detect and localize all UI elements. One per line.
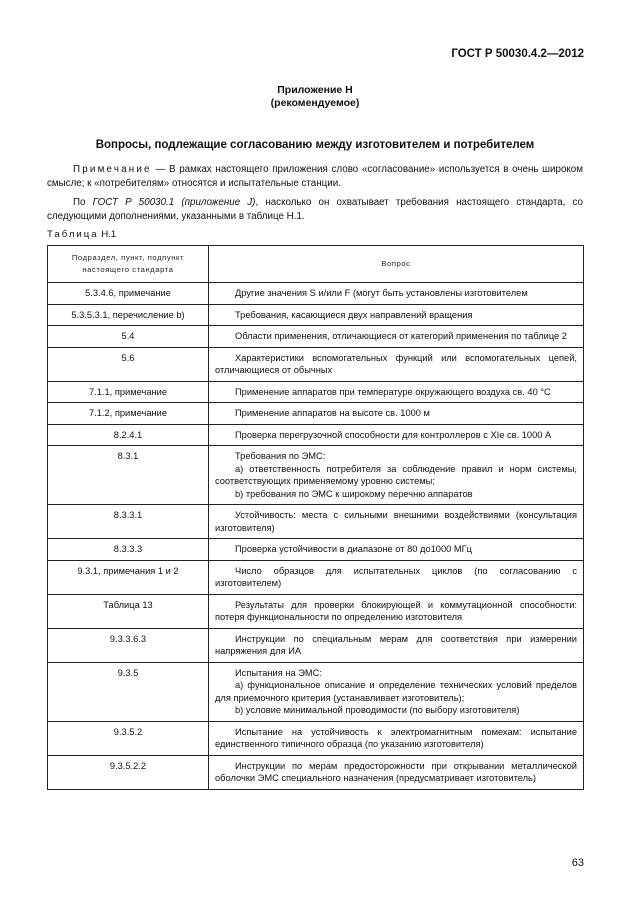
table-row <box>48 505 584 539</box>
row-reference: 5.4 <box>48 326 209 348</box>
question-line: Требования, касающиеся двух направлений вращения <box>235 309 473 320</box>
row-reference: 8.3.3.1 <box>48 505 209 539</box>
table-header-row <box>48 246 584 283</box>
standard-code: ГОСТ Р 50030.4.2—2012 <box>451 48 584 60</box>
question-line: а) функциональное описание и определение технических условий пределов для приемочного критерия (устанавливает изготовитель); <box>215 680 577 703</box>
table-row <box>48 539 584 561</box>
question-line: Применение аппаратов на высоте св. 1000 м <box>235 408 430 418</box>
question-line: Испытание на устойчивость к электромагнитным помехам: испытание единственного типичного образца (по указанию изготовителя) <box>215 726 577 749</box>
row-reference: 5.3.5.3.1, перечисление b) <box>48 304 209 326</box>
questions-table <box>47 245 584 790</box>
table-row <box>48 594 584 628</box>
row-reference: 9.3.1, примечания 1 и 2 <box>48 560 209 594</box>
table-row <box>48 560 584 594</box>
row-reference: 7.1.1, примечание <box>48 381 209 403</box>
question-line: Инструкции по специальным мерам для соответствия при измерении напряжения для ИА <box>215 633 577 656</box>
table-caption-label: Таблица <box>47 229 99 240</box>
section-title: Вопросы, подлежащие согласованию между изготовителем и потребителем <box>95 139 535 151</box>
row-reference: Таблица 13 <box>48 594 209 628</box>
question-line: Результаты для проверки блокирующей и коммутационной способности: потеря функциональности по определению изготовителя <box>215 599 577 622</box>
row-question <box>209 721 584 755</box>
row-question <box>209 283 584 305</box>
table-row <box>48 424 584 446</box>
question-line: Характеристики вспомогательных функций или вспомогательных цепей, отличающиеся от обычных <box>215 352 577 375</box>
question-line: Испытания на ЭМС: <box>235 667 322 678</box>
row-reference: 9.3.5.2.2 <box>48 755 209 789</box>
row-reference: 7.1.2, примечание <box>48 403 209 425</box>
row-question <box>209 381 584 403</box>
row-reference: 5.6 <box>48 347 209 381</box>
intro-paragraph <box>47 196 583 224</box>
row-question <box>209 347 584 381</box>
table-row <box>48 347 584 381</box>
row-question <box>209 424 584 446</box>
table-row <box>48 403 584 425</box>
question-line: b) условие минимальной проводимости (по выбору изготовителя) <box>235 705 520 715</box>
row-question <box>209 446 584 505</box>
row-question <box>209 628 584 662</box>
question-line: Требования по ЭМС: <box>235 451 326 461</box>
table-row <box>48 446 584 505</box>
row-question <box>209 539 584 561</box>
row-question <box>209 403 584 425</box>
note-label: Примечание <box>73 164 152 175</box>
table-row <box>48 304 584 326</box>
row-reference: 5.3.4.6, примечание <box>48 283 209 305</box>
intro-text: , насколько он охватывает требования настоящего стандарта, со следующими дополнениями, указанными в таблице Н.1. <box>47 197 583 222</box>
row-question <box>209 304 584 326</box>
table-row <box>48 326 584 348</box>
question-line: Проверка перегрузочной способности для контроллеров с XIe св. 1000 А <box>235 429 552 440</box>
row-reference: 9.3.5 <box>48 662 209 721</box>
question-line: Области применения, отличающиеся от категорий применения по таблице 2 <box>235 331 567 341</box>
table-row <box>48 755 584 789</box>
table-row <box>48 381 584 403</box>
row-reference: 8.3.3.3 <box>48 539 209 561</box>
table-row <box>48 628 584 662</box>
question-line: Применение аппаратов при температуре окружающего воздуха св. 40 °С <box>235 386 551 397</box>
note-paragraph <box>47 163 583 191</box>
table-caption-number: Н.1 <box>101 229 117 240</box>
row-question <box>209 560 584 594</box>
table-body <box>48 283 584 790</box>
row-reference: 8.2.4.1 <box>48 424 209 446</box>
row-question <box>209 662 584 721</box>
row-question <box>209 755 584 789</box>
question-line: Другие значения S и/или F (могут быть установлены изготовителем <box>235 288 528 298</box>
note-text: — В рамках настоящего приложения слово «согласование» используется в очень широком смысле; к «потребителям» относятся и испытательные станции. <box>47 164 583 189</box>
annex-heading <box>0 84 630 110</box>
question-line: Число образцов для испытательных циклов (по согласованию с изготовителем) <box>215 565 577 588</box>
question-line: Инструкции по мерам предосторожности при открывании металлической оболочки ЭМС специального назначения (предусматривает изготовитель) <box>215 760 577 783</box>
table-caption <box>47 229 116 240</box>
question-line: b) требования по ЭМС к широкому перечню аппаратов <box>235 488 473 499</box>
question-line: Устойчивость: места с сильными внешними воздействиями (консультация изготовителя) <box>215 510 577 533</box>
row-question <box>209 505 584 539</box>
annex-title: Приложение Н <box>277 84 353 96</box>
row-question <box>209 326 584 348</box>
table-row <box>48 662 584 721</box>
row-question <box>209 594 584 628</box>
row-reference: 9.3.5.2 <box>48 721 209 755</box>
question-line: Проверка устойчивости в диапазоне от 80 до1000 МГц <box>235 544 472 554</box>
annex-status: (рекомендуемое) <box>270 97 360 109</box>
table-row <box>48 721 584 755</box>
header-ref: Подраздел, пункт, подпункт настоящего стандарта <box>48 246 209 283</box>
question-line: а) ответственность потребителя за соблюдение правил и норм системы, соответствующих применяемому уровню системы; <box>215 463 577 486</box>
header-question: Вопрос <box>209 246 584 283</box>
row-reference: 9.3.3.6.3 <box>48 628 209 662</box>
intro-reference: ГОСТ Р 50030.1 (приложение J) <box>92 197 256 208</box>
row-reference: 8.3.1 <box>48 446 209 505</box>
intro-prefix: По <box>73 197 93 208</box>
page-number: 63 <box>571 857 584 869</box>
table-row <box>48 283 584 305</box>
